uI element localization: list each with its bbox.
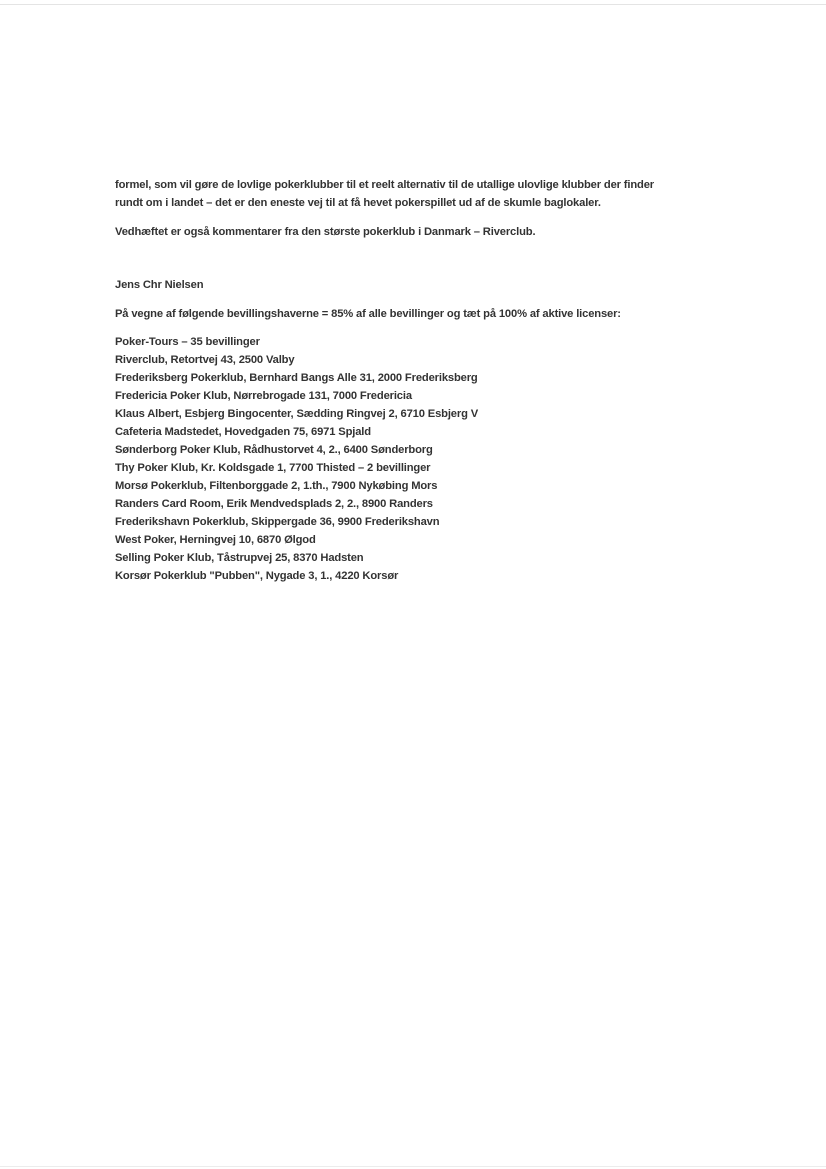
list-item: Randers Card Room, Erik Mendvedsplads 2, 2., 8900 Randers xyxy=(115,498,433,510)
attachment-note: Vedhæftet er også kommentarer fra den største pokerklub i Danmark – Riverclub. xyxy=(115,226,536,238)
list-item: Frederikshavn Pokerklub, Skippergade 36, 9900 Frederikshavn xyxy=(115,516,440,528)
signature-name: Jens Chr Nielsen xyxy=(115,279,204,291)
list-item: Fredericia Poker Klub, Nørrebrogade 131, 7000 Fredericia xyxy=(115,390,412,402)
list-item: Korsør Pokerklub "Pubben", Nygade 3, 1., 4220 Korsør xyxy=(115,570,399,582)
scan-edge-top xyxy=(0,4,826,5)
scan-edge-bottom xyxy=(0,1166,826,1167)
closing-paragraph xyxy=(115,176,715,212)
list-item: Klaus Albert, Esbjerg Bingocenter, Sædding Ringvej 2, 6710 Esbjerg V xyxy=(115,408,479,420)
list-item: Sønderborg Poker Klub, Rådhustorvet 4, 2., 6400 Sønderborg xyxy=(115,444,433,456)
list-item: West Poker, Herningvej 10, 6870 Ølgod xyxy=(115,534,316,546)
behalf-intro: På vegne af følgende bevillingshaverne = 85% af alle bevillinger og tæt på 100% af aktive licenser: xyxy=(115,308,621,320)
list-item: Morsø Pokerklub, Filtenborggade 2, 1.th., 7900 Nykøbing Mors xyxy=(115,480,438,492)
list-item: Riverclub, Retortvej 43, 2500 Valby xyxy=(115,354,295,366)
list-item: Selling Poker Klub, Tåstrupvej 25, 8370 Hadsten xyxy=(115,552,364,564)
list-item: Poker-Tours – 35 bevillinger xyxy=(115,336,260,348)
paragraph-line-1: formel, som vil gøre de lovlige pokerklubber til et reelt alternativ til de utallige ulovlige klubber der finder xyxy=(115,179,654,191)
list-item: Cafeteria Madstedet, Hovedgaden 75, 6971 Spjald xyxy=(115,426,371,438)
list-item: Frederiksberg Pokerklub, Bernhard Bangs Alle 31, 2000 Frederiksberg xyxy=(115,372,478,384)
paragraph-line-2: rundt om i landet – det er den eneste vej til at få hevet pokerspillet ud af de skumle baglokaler. xyxy=(115,197,601,209)
licensee-list xyxy=(115,333,715,585)
list-item: Thy Poker Klub, Kr. Koldsgade 1, 7700 Thisted – 2 bevillinger xyxy=(115,462,431,474)
